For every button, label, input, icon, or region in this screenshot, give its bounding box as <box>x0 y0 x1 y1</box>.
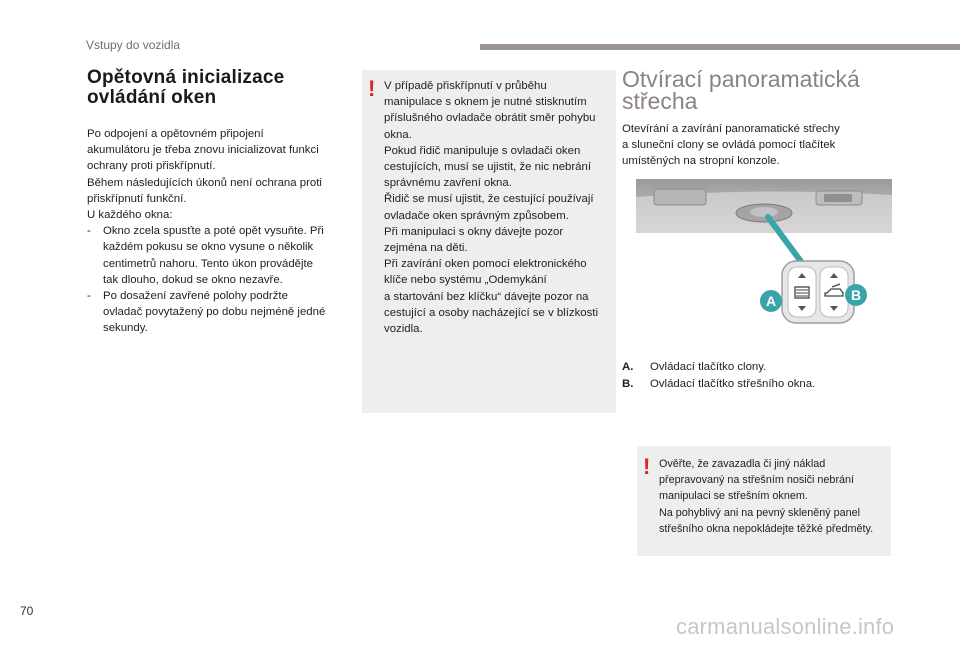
legend-key: A. <box>622 361 634 373</box>
text-line: tak dlouho, dokud se okno nezavře. <box>103 273 283 286</box>
vanity-mirror <box>824 194 852 202</box>
text-line: Řidič se musí ujistit, že cestující používají <box>384 193 594 206</box>
legend-key: B. <box>622 378 634 390</box>
text-line: příslušného ovladače obrátit směr pohybu <box>384 112 596 125</box>
section-title-reinit <box>87 68 349 108</box>
list-item <box>87 223 349 288</box>
title-line: ovládání oken <box>87 87 217 108</box>
text-line: Otevírání a zavírání panoramatické střechy <box>622 123 840 135</box>
text-line: Při manipulaci s okny dávejte pozor <box>384 225 564 238</box>
text-line: Okno zcela spusťte a poté opět vysuňte. Při <box>103 225 324 238</box>
legend-item-a <box>622 359 892 375</box>
legend-text: Ovládací tlačítko střešního okna. <box>650 378 816 390</box>
text-line: Pokud řidič manipuluje s ovladači oken <box>384 144 581 157</box>
sun-visor-left <box>654 189 706 205</box>
text-line: střešního okna nepokládejte těžké předměty. <box>659 522 874 535</box>
list-item <box>87 288 349 337</box>
text-line: Po dosažení zavřené polohy podržte <box>103 290 288 303</box>
page-number: 70 <box>20 604 34 618</box>
title-line: střecha <box>622 88 698 114</box>
text-line: cestujících, musí se ujistit, že nic nebrání <box>384 161 592 174</box>
legend-text: Ovládací tlačítko clony. <box>650 361 767 373</box>
text-line: V případě přiskřípnutí v průběhu <box>384 80 547 92</box>
text-line: přiskřípnutí funkční. <box>87 192 187 205</box>
text-line: Během následujících úkonů není ochrana proti <box>87 176 322 189</box>
text-line: ochrany proti přiskřípnutí. <box>87 160 216 173</box>
text-line: a sluneční clony se ovládá pomocí tlačítek <box>622 139 836 152</box>
section-header: Vstupy do vozidla <box>86 38 181 52</box>
text-line: U každého okna: <box>87 209 173 222</box>
text-line: manipulace s oknem je nutné stisknutím <box>384 96 587 109</box>
list-dash: - <box>87 290 91 303</box>
text-line: okna. <box>384 128 412 141</box>
text-line: umístěných na stropní konzole. <box>622 155 780 168</box>
text-line: manipulaci se střešním oknem. <box>659 490 808 503</box>
header-bar <box>480 44 960 50</box>
section-title-sunroof <box>622 68 902 112</box>
sunroof-intro <box>622 121 892 170</box>
text-line: cestující a osoby nacházející se v blízkosti <box>384 306 598 319</box>
warning-icon: ! <box>368 76 376 101</box>
text-line: centimetrů nahoru. Tento úkon provádějte <box>103 257 314 270</box>
warning-text <box>659 456 889 537</box>
text-line: klíče nebo systému „Odemykání <box>384 274 547 287</box>
watermark: carmanualsonline.info <box>676 614 895 639</box>
label-a: A <box>765 293 777 309</box>
title-line: Opětovná inicializace <box>87 67 285 88</box>
text-line: akumulátoru je třeba znovu inicializovat funkci <box>87 144 319 157</box>
text-line: zejména na děti. <box>384 242 468 255</box>
text-line: sekundy. <box>103 322 148 335</box>
warning-icon: ! <box>643 454 651 479</box>
warning-text <box>384 78 614 337</box>
intro-paragraph <box>87 126 349 223</box>
list-dash: - <box>87 225 91 238</box>
roof-console-illustration <box>636 179 892 327</box>
text-line: ovladače oken správným způsobem. <box>384 209 569 222</box>
text-line: Ověřte, že zavazadla či jiný náklad <box>659 458 826 470</box>
text-line: každém pokusu se okno vysune o několik <box>103 241 314 254</box>
legend-item-b <box>622 376 892 392</box>
text-line: Po odpojení a opětovném připojení <box>87 128 264 140</box>
warning-box-roof <box>637 446 891 556</box>
text-line: správnému zavření okna. <box>384 177 512 190</box>
text-line: přepravovaný na střešním nosiči nebrání <box>659 474 855 487</box>
text-line: Na pohyblivý ani na pevný skleněný panel <box>659 506 861 519</box>
warning-box-windows <box>362 70 616 413</box>
text-line: ovladač povytažený po dobu nejméně jedné <box>103 306 326 319</box>
text-line: Při zavírání oken pomocí elektronického <box>384 258 587 271</box>
text-line: vozidla. <box>384 323 423 336</box>
text-line: a startování bez klíčku“ dávejte pozor na <box>384 290 589 303</box>
label-b: B <box>850 287 862 303</box>
title-line: Otvírací panoramatická <box>622 66 860 92</box>
left-column <box>87 68 349 337</box>
